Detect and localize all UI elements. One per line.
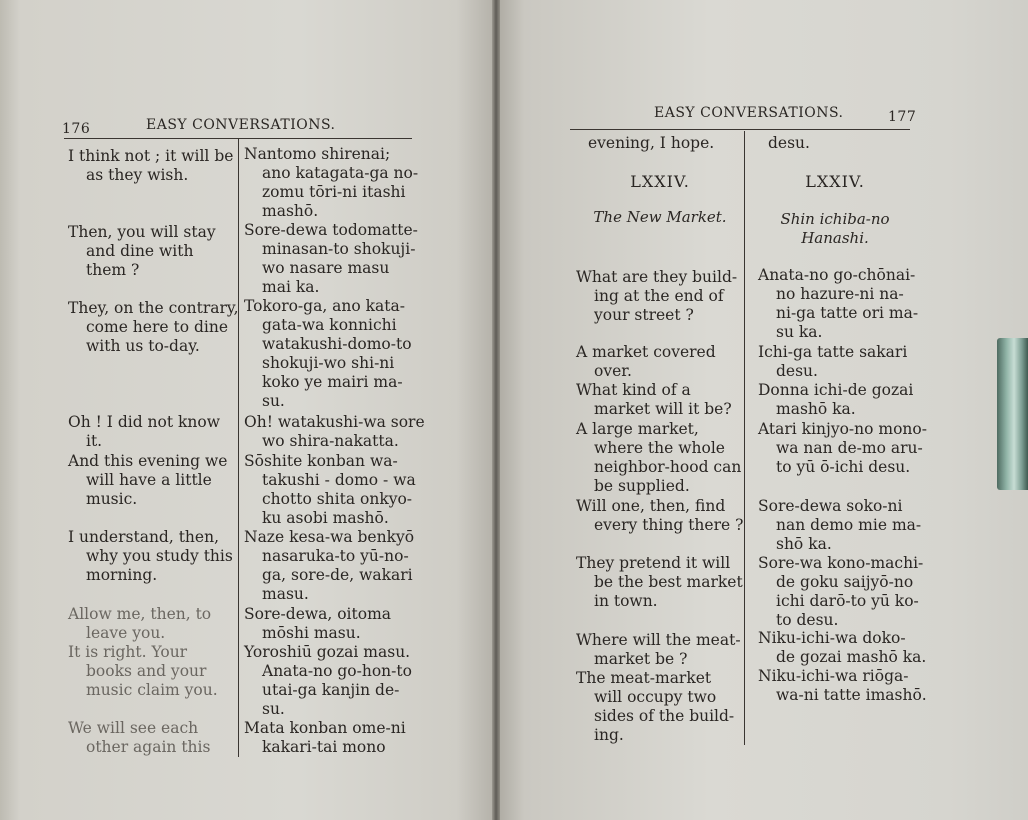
- left-jp-row: Nantomo shirenai; ano katagata-ga no- zomu tōri-ni itashi mashō.: [244, 145, 419, 220]
- right-column-divider: [744, 131, 745, 745]
- right-en-row: The meat-market will occupy two sides of the build- ing.: [576, 669, 735, 744]
- left-jp-row: Sore-dewa, oitoma mōshi masu.: [244, 605, 392, 642]
- left-column-divider: [238, 139, 239, 757]
- lesson-title-jp: Shin ichiba-no Hanashi.: [780, 210, 890, 247]
- right-continuation-jp: desu.: [768, 134, 810, 152]
- left-jp-row: Oh! watakushi-wa sore wo shira-nakatta.: [244, 413, 425, 450]
- right-header-rule: [570, 129, 910, 130]
- left-en-row: Oh ! I did not know it.: [68, 413, 220, 450]
- right-page-number: 177: [888, 109, 917, 125]
- right-jp-row: Niku-ichi-wa riōga- wa-ni tatte imashō.: [758, 667, 927, 704]
- right-en-row: Where will the meat- market be ?: [576, 631, 741, 668]
- book-gutter: [492, 0, 500, 820]
- lesson-number-en: LXXIV.: [630, 172, 690, 191]
- right-en-row: What are they build- ing at the end of your street ?: [576, 268, 738, 324]
- right-jp-row: Anata-no go-chōnai- no hazure-ni na- ni-ga tatte ori ma- su ka.: [758, 266, 919, 341]
- left-page-number: 176: [62, 121, 91, 137]
- left-en-row: And this evening we will have a little music.: [68, 452, 228, 508]
- left-en-row: Then, you will stay and dine with them ?: [68, 223, 216, 279]
- right-en-row: What kind of a market will it be?: [576, 381, 732, 418]
- left-jp-row: Sore-dewa todomatte- minasan-to shokuji- wo nasare masu mai ka.: [244, 221, 418, 296]
- right-running-head: EASY CONVERSATIONS.: [654, 105, 844, 121]
- right-jp-row: Donna ichi-de gozai mashō ka.: [758, 381, 914, 418]
- right-jp-row: Niku-ichi-wa doko- de gozai mashō ka.: [758, 629, 927, 666]
- lesson-title-en: The New Market.: [593, 208, 727, 226]
- left-jp-row: Yoroshiū gozai masu. Anata-no go-hon-to utai-ga kanjin de- su.: [244, 643, 412, 718]
- glass-weight: [997, 338, 1028, 490]
- left-jp-row: Sōshite konban wa- takushi - domo - wa chotto shita onkyo- ku asobi mashō.: [244, 452, 416, 527]
- right-en-row: A market covered over.: [576, 343, 716, 380]
- left-jp-row: Naze kesa-wa benkyō nasaruka-to yū-no- ga, sore-de, wakari masu.: [244, 528, 415, 603]
- left-en-row: I think not ; it will be as they wish.: [68, 147, 234, 184]
- left-en-row: It is right. Your books and your music claim you.: [68, 643, 218, 699]
- left-jp-row: Tokoro-ga, ano kata- gata-wa konnichi watakushi-domo-to shokuji-wo shi-ni koko ye mairi ma- su.: [244, 297, 412, 410]
- left-en-row: We will see each other again this: [68, 719, 211, 756]
- right-jp-row: Sore-wa kono-machi- de goku saijyō-no ichi darō-to yū ko- to desu.: [758, 554, 924, 629]
- left-en-row: They, on the contrary, come here to dine with us to-day.: [68, 299, 239, 355]
- right-jp-row: Atari kinjyo-no mono- wa nan de-mo aru- to yū ō-ichi desu.: [758, 420, 927, 476]
- right-jp-row: Ichi-ga tatte sakari desu.: [758, 343, 908, 380]
- left-en-row: I understand, then, why you study this morning.: [68, 528, 233, 584]
- right-en-row: They pretend it will be the best market in town.: [576, 554, 743, 610]
- right-en-row: Will one, then, find every thing there ?: [576, 497, 744, 534]
- right-jp-row: Sore-dewa soko-ni nan demo mie ma- shō ka.: [758, 497, 922, 553]
- right-continuation-en: evening, I hope.: [588, 134, 715, 152]
- lesson-number-jp: LXXIV.: [805, 172, 865, 191]
- right-en-row: A large market, where the whole neighbor-hood can be supplied.: [576, 420, 742, 495]
- left-running-head: EASY CONVERSATIONS.: [146, 117, 336, 133]
- left-en-row: Allow me, then, to leave you.: [68, 605, 212, 642]
- left-jp-row: Mata konban ome-ni kakari-tai mono: [244, 719, 406, 756]
